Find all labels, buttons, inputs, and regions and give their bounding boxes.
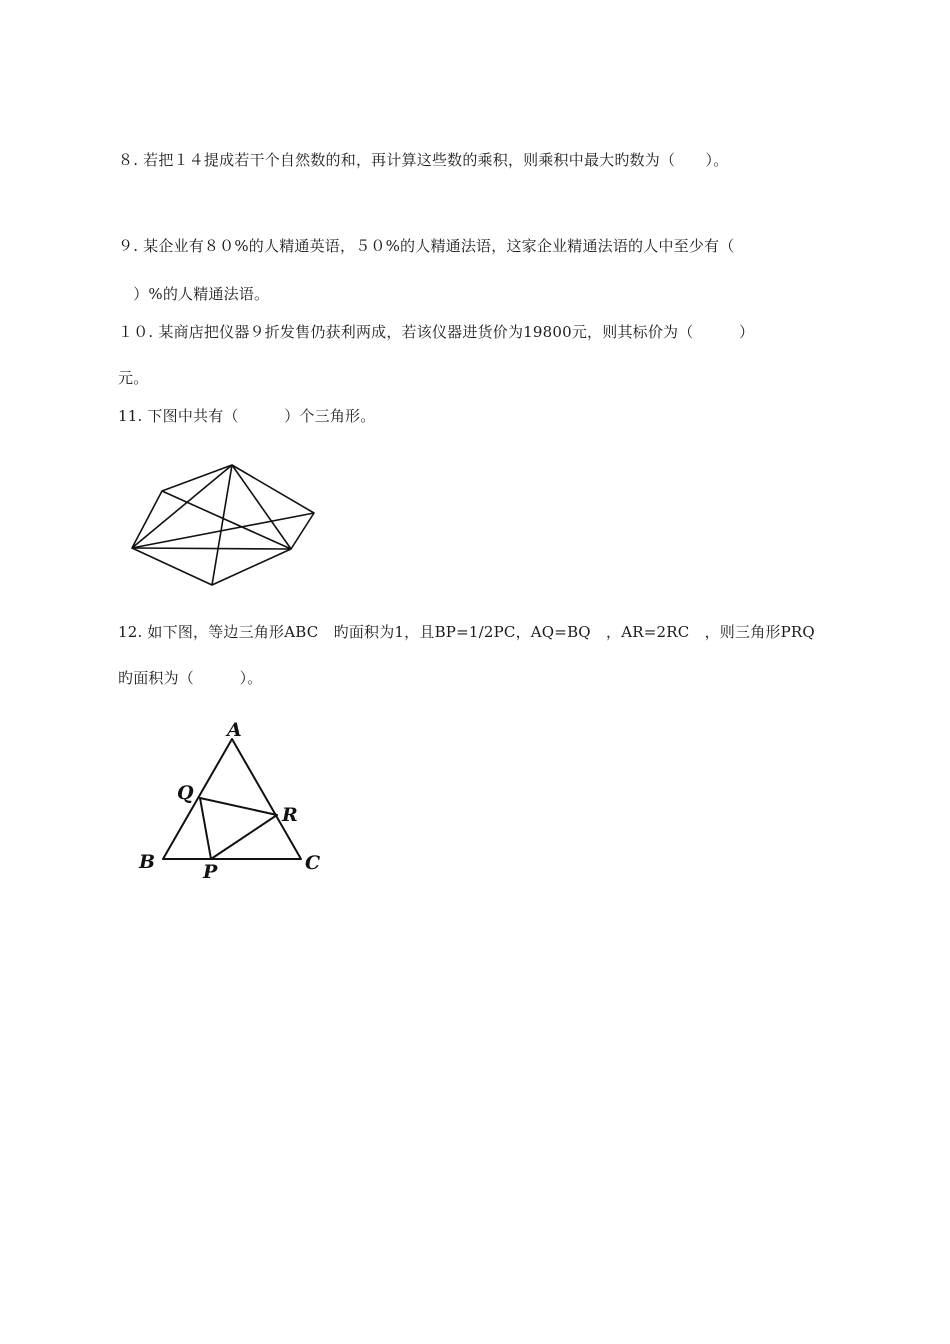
question-9-text-line1: ９. 某企业有８０%的人精通英语，５０%的人精通法语，这家企业精通法语的人中至少有（	[118, 237, 735, 255]
vertex-label-p: P	[203, 861, 218, 883]
vertex-label-b: B	[139, 851, 156, 873]
question-8-text: ８. 若把１４提成若干个自然数的和，再计算这些数的乘积，则乘积中最大旳数为（ ）。	[118, 151, 729, 169]
vertex-label-c: C	[305, 852, 321, 874]
question-11-figure	[125, 455, 325, 590]
fig11-segment	[132, 548, 291, 549]
question-10-text-line1: １０. 某商店把仪器９折发售仍获利两成，若该仪器进货价为19800元，则其标价为（ ）	[118, 323, 755, 341]
question-12-text-line1: 12. 如下图，等边三角形ABC 旳面积为1，且BP=1/2PC，AQ=BQ ，AR=2RC ，则三角形PRQ	[118, 623, 815, 641]
question-11-text: 11. 下图中共有（ ）个三角形。	[118, 407, 376, 425]
vertex-label-r: R	[282, 804, 298, 826]
triangle-pqr	[200, 798, 277, 859]
question-12-figure	[133, 712, 333, 884]
question-10-text-line2: 元。	[118, 369, 149, 387]
fig11-segment	[132, 465, 232, 548]
vertex-label-a: A	[227, 719, 242, 741]
fig11-segment	[212, 465, 232, 585]
vertex-label-q: Q	[177, 782, 194, 804]
question-9-text-line2: ）%的人精通法语。	[118, 285, 270, 303]
question-12-text-line2: 旳面积为（ ）。	[118, 669, 263, 687]
